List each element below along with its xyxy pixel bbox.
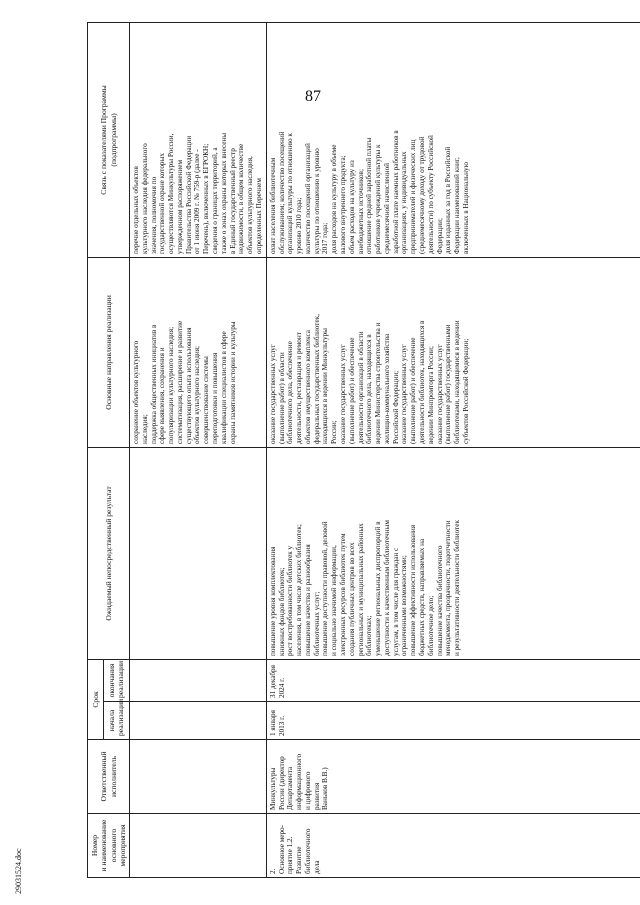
- text-line: перечне отдельных объектов: [132, 166, 140, 254]
- text-line: валового внутреннего продукта;: [338, 155, 347, 254]
- text-line: значения, полномочия по: [149, 176, 158, 254]
- carry-start-cell: [130, 702, 267, 740]
- text-line: Правительства Российской Федерации: [184, 135, 193, 254]
- directions-cell: [266, 257, 640, 447]
- row-index: 2.: [268, 868, 277, 874]
- text-line: дела: [312, 860, 321, 874]
- text-line: библиотечных услуг;: [312, 591, 321, 656]
- text-line: организаций культуры по отношению к: [286, 133, 295, 254]
- text-line: Основное меро-: [277, 824, 286, 874]
- text-line: повышение качества и разнообразия: [303, 544, 312, 656]
- header-start: [103, 698, 129, 740]
- text-line: услугам, в том числе для граждан с: [391, 547, 400, 656]
- text-line: объектов имущественного комплекса: [303, 330, 312, 444]
- header-link: [88, 22, 130, 257]
- text-line: менеджмента, прозрачности, подотчетности: [444, 520, 453, 656]
- text-line: библиотеках;: [365, 615, 374, 656]
- text-line: охват населения библиотечным: [268, 157, 277, 254]
- text-line: библиотечного дела, находящихся в: [365, 334, 374, 444]
- text-line: деятельности библиотек, находящихся в: [418, 320, 426, 444]
- program-table: [87, 22, 640, 878]
- carry-result-cell: [130, 447, 267, 659]
- text-line: уменьшение региональных диспропорций в: [374, 521, 383, 656]
- text-line: субъектов Российской Федерации;: [461, 338, 470, 444]
- text-line: доля изданных за год в Российской: [444, 146, 453, 254]
- text-line: и результативности деятельности библиотек: [453, 520, 462, 656]
- text-line: деятельности, реставрация и ремонт: [295, 332, 304, 444]
- text-line: сохранение объектов культурного: [132, 340, 140, 444]
- text-line: квалификации специалистов в сфере: [219, 331, 228, 444]
- text-line: утвержденном распоряжением: [175, 159, 184, 254]
- text-line: наследия;: [140, 414, 149, 444]
- result-cell: [266, 447, 640, 659]
- text-line: мероприятия: [117, 824, 127, 867]
- text-line: Минкультуры: [268, 767, 277, 810]
- text-line: объектов культурного наследия;: [193, 345, 202, 444]
- text-line: повышение доступности правовой, деловой: [321, 521, 330, 656]
- text-line: библиотечное дело;: [426, 595, 435, 656]
- text-line: и наименование: [99, 819, 109, 872]
- text-line: и цифрового: [303, 771, 312, 810]
- text-line: оказание государственных услуг: [268, 344, 277, 444]
- header-directions: Основные направления реализации: [88, 257, 130, 447]
- text-line: развития: [312, 782, 321, 810]
- text-line: Ваньков В.В.): [321, 767, 330, 810]
- text-line: культуры по отношению к уровню: [312, 148, 321, 254]
- text-line: предпринимателей и физических лиц: [409, 139, 418, 254]
- carry-number-cell: [130, 814, 267, 878]
- text-line: организациях, у индивидуальных: [400, 151, 409, 254]
- text-line: (среднемесячному доходу от трудовой: [418, 136, 426, 254]
- text-line: (выполнение работ) в области: [277, 352, 286, 444]
- text-line: информационного: [295, 753, 304, 810]
- page-number: 87: [305, 88, 321, 105]
- text-line: (выполнение работ) и обеспечение: [347, 337, 356, 444]
- text-line: обслуживанием; количество посещений: [277, 131, 286, 254]
- text-line: (выполнение работ) и обеспечение: [409, 337, 418, 444]
- text-line: существующего опыта использования: [184, 327, 193, 444]
- text-line: оказание государственных услуг: [435, 344, 444, 444]
- table-row: [266, 22, 640, 877]
- table-header: [88, 22, 130, 877]
- text-line: в Единый государственный реестр: [228, 148, 237, 254]
- text-line: включенных в Национальную: [461, 162, 470, 254]
- text-line: деятельности организаций в области: [356, 331, 365, 444]
- rotated-table-wrapper: [87, 23, 607, 878]
- text-line: начала: [107, 709, 117, 732]
- text-line: совершенствование системы: [202, 356, 211, 444]
- text-line: доступности к качественным библиотечным: [382, 520, 391, 656]
- start-cell: [266, 702, 640, 740]
- text-line: (подпрограммы): [108, 113, 118, 167]
- text-line: повышение уровня комплектования: [268, 546, 277, 656]
- text-line: осуществляются Минкультуры России,: [167, 133, 176, 254]
- text-line: населения, в том числе детских библиотек;: [295, 524, 304, 656]
- text-line: ведении Министерства строительства и: [374, 322, 383, 444]
- text-line: рост востребованности библиотек у: [286, 545, 295, 656]
- text-line: доля расходов на культуру в объеме: [330, 144, 339, 254]
- text-line: 1 января: [268, 710, 277, 736]
- text-line: Департамента: [286, 766, 295, 810]
- row-number-cell: [266, 814, 640, 878]
- header-end: [103, 659, 129, 701]
- executor-cell: [266, 740, 640, 814]
- text-line: Ответственный: [99, 751, 109, 802]
- text-line: сведения о границах территорий, а: [211, 147, 220, 254]
- text-line: государственной охране которых: [158, 153, 167, 254]
- text-line: 2024 г.: [277, 677, 286, 698]
- text-line: 2013 г.: [277, 715, 286, 736]
- text-line: уровню 2010 года;: [295, 197, 304, 254]
- text-line: библиотечного дела, обеспечение: [286, 341, 295, 444]
- text-line: повышение эффективности использования: [409, 524, 418, 656]
- text-line: заработной плате наемных работников в: [391, 130, 400, 254]
- text-line: России (директор: [277, 756, 286, 810]
- text-line: сфере выявления, сохранения и: [158, 347, 167, 444]
- text-line: находящихся в ведении Минкультуры: [321, 327, 330, 444]
- text-line: Перечень), включенных в ЕГРОКН;: [202, 143, 211, 254]
- carry-over-row: [130, 22, 267, 877]
- text-line: популяризации культурного наследия;: [167, 326, 176, 444]
- text-line: электронных ресурсов библиотек путем: [338, 533, 347, 656]
- header-result: Ожидаемый непосредственный результат: [88, 447, 130, 659]
- text-line: 2017 года;: [321, 222, 330, 254]
- text-line: (выполнение работ) государственными: [444, 324, 453, 444]
- text-line: работников учреждений культуры к: [374, 144, 383, 254]
- text-line: ограниченными возможностями;: [400, 555, 409, 656]
- text-line: определенных Перечнем: [254, 178, 263, 254]
- text-line: исполнитель: [108, 755, 118, 798]
- text-line: Российской Федерации;: [391, 370, 400, 444]
- text-line: жилищно-коммунального хозяйства: [382, 333, 391, 444]
- text-line: повышение качества библиотечного: [435, 545, 444, 656]
- row-name: [278, 817, 322, 874]
- carry-link-cell: [130, 22, 267, 257]
- text-line: объем расходов на культуру из: [347, 160, 356, 254]
- text-line: ведении Минпромторга России;: [426, 345, 435, 444]
- text-line: объектов культурного наследия,: [246, 156, 255, 254]
- text-line: недвижимости, в общем количестве: [237, 143, 246, 254]
- text-line: Связь с показателями Программы: [99, 85, 109, 195]
- text-line: Федерации наименований книг,: [453, 157, 462, 254]
- text-line: 31 декабря: [268, 665, 277, 698]
- text-line: охраны памятников истории и культуры: [228, 321, 237, 444]
- link-cell: [266, 22, 640, 257]
- text-line: бюджетных средств, направляемых на: [418, 538, 426, 656]
- text-line: реализации: [116, 660, 126, 698]
- carry-end-cell: [130, 659, 267, 701]
- text-line: библиотеками, находящимися в ведении: [453, 320, 462, 444]
- text-line: поддержка общественных инициатив в: [149, 324, 158, 444]
- text-line: и социально значимой информации,: [330, 545, 339, 656]
- text-line: федеральных государственных библиотек,: [312, 314, 321, 444]
- text-line: окончания: [107, 663, 117, 698]
- text-line: книжных фондов библиотек;: [277, 567, 286, 656]
- text-line: библиотечного: [303, 828, 312, 874]
- carry-executor-cell: [130, 740, 267, 814]
- text-line: также о зонах охраны которых внесены: [219, 132, 228, 254]
- carry-directions-cell: [130, 257, 267, 447]
- text-line: количество посещений организаций: [303, 143, 312, 254]
- text-line: реализации: [116, 698, 126, 736]
- end-cell: [266, 659, 640, 701]
- header-term: Срок: [88, 659, 104, 739]
- text-line: Развитие: [295, 846, 304, 874]
- text-line: переподготовки и повышения: [211, 352, 220, 444]
- text-line: деятельности) по субъекту Российской: [426, 135, 435, 254]
- text-line: от 1 июня 2009 г. № 759-р (далее -: [193, 149, 202, 254]
- text-line: приятие 1.2.: [286, 836, 295, 874]
- text-line: оказание государственных услуг: [400, 344, 409, 444]
- text-line: культурного наследия федерального: [140, 143, 149, 254]
- text-line: создания публичных центров во всех: [347, 542, 356, 656]
- header-number: [88, 814, 130, 878]
- text-line: оказание государственных услуг: [338, 344, 347, 444]
- header-executor: [88, 740, 130, 814]
- document-id: 29031524.doc: [14, 848, 23, 894]
- text-line: Номер: [90, 834, 99, 857]
- text-line: России;: [330, 420, 339, 444]
- text-line: отношение средней заработной платы: [365, 137, 374, 254]
- text-line: среднемесячной начисленной: [382, 162, 391, 254]
- text-line: систематизация, расширение и развитие: [175, 320, 184, 444]
- text-line: региональных и муниципальных районных: [356, 523, 365, 656]
- text-line: Федерации;: [435, 218, 444, 254]
- text-line: основного: [108, 828, 118, 863]
- text-line: внебюджетных источников;: [356, 169, 365, 254]
